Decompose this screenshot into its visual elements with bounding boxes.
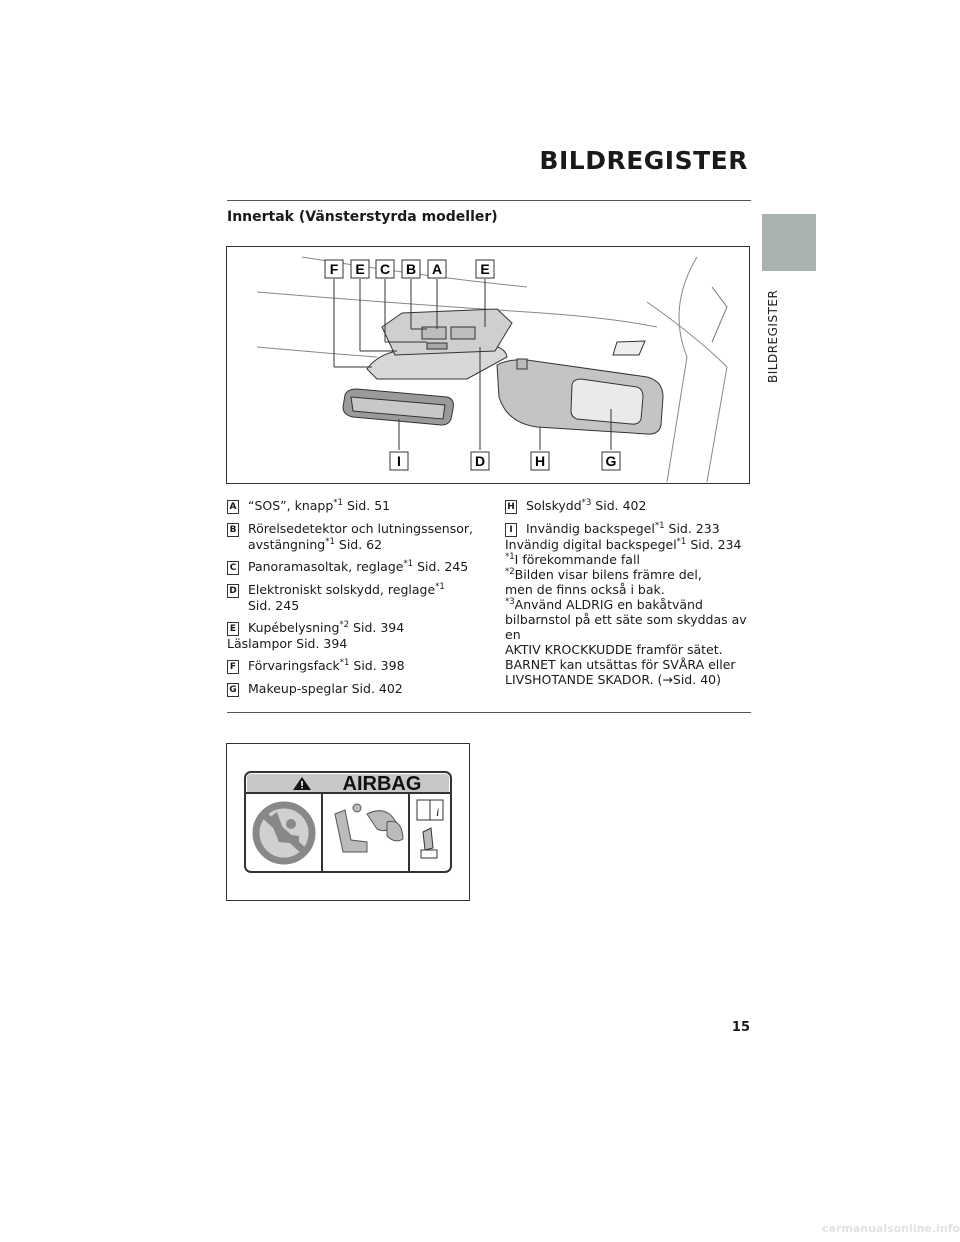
- airbag-title: AIRBAG: [342, 773, 422, 795]
- figure-label-C: C: [379, 261, 391, 277]
- legend-item-B: B Rörelsedetektor och lutningssensor, avstängning$^{*1}$ Sid. 62: [227, 521, 489, 552]
- legend-item-F: F Förvaringsfack$^{*1}$ Sid. 398: [227, 658, 489, 674]
- legend-item-G: G Makeup-speglar Sid. 402: [227, 681, 489, 697]
- section-rule: [227, 712, 751, 713]
- figure-label-F: F: [329, 261, 339, 277]
- legend-item-I: I Invändig backspegel$^{*1}$ Sid. 233 Invändig digital backspegel$^{*1}$ Sid. 234: [505, 520, 742, 552]
- legend-item-A: A “SOS”, knapp$^{*1}$ Sid. 51: [227, 498, 489, 514]
- legend-item-H: H Solskydd$^{*3}$ Sid. 402: [505, 498, 755, 514]
- legend-column-left: [227, 498, 489, 704]
- footnote-2: $^{*2}$Bilden visar bilens främre del, men de finns också i bak.: [505, 566, 702, 597]
- chapter-tab[interactable]: [762, 214, 816, 271]
- airbag-warning-figure: [226, 743, 470, 901]
- svg-text:i: i: [436, 805, 440, 819]
- ceiling-illustration: [226, 246, 750, 484]
- figure-label-D: D: [474, 453, 486, 469]
- no-rear-facing-seat-icon: [256, 805, 312, 861]
- legend-item-E: E Kupébelysning$^{*2}$ Sid. 394 Läslampor Sid. 394: [227, 619, 405, 651]
- chapter-tab-label: BILDREGISTER: [766, 289, 780, 383]
- legend-item-C: C Panoramasoltak, reglage$^{*1}$ Sid. 245: [227, 559, 489, 575]
- footnote-1: $^{*1}$I förekommande fall: [505, 551, 640, 567]
- section-title: Innertak (Vänsterstyrda modeller): [227, 209, 498, 225]
- figure-label-I: I: [397, 453, 401, 469]
- footnote-3: $^{*3}$Använd ALDRIG en bakåtvänd bilbarnstol på ett säte som skyddas av en AKTIV KROCKKUDDE framför sätet. BARNET kan utsättas för SVÅRA eller LIVSHOTANDE SKADOR. (→Sid. 40): [505, 596, 747, 687]
- figure-label-B: B: [405, 261, 417, 277]
- page-header-title: BILDREGISTER: [539, 146, 748, 175]
- figure-label-G: G: [605, 453, 617, 469]
- legend-item-D: D Elektroniskt solskydd, reglage$^{*1}$ Sid. 245: [227, 582, 489, 613]
- figure-label-H: H: [534, 453, 546, 469]
- header-rule: [227, 200, 751, 201]
- watermark: carmanualsonline.info: [822, 1222, 960, 1235]
- page-number: 15: [731, 1020, 750, 1035]
- figure-label-A: A: [431, 261, 443, 277]
- figure-label-E-left: E: [355, 261, 365, 277]
- legend-column-right: [505, 498, 755, 687]
- figure-label-E-right: E: [480, 261, 490, 277]
